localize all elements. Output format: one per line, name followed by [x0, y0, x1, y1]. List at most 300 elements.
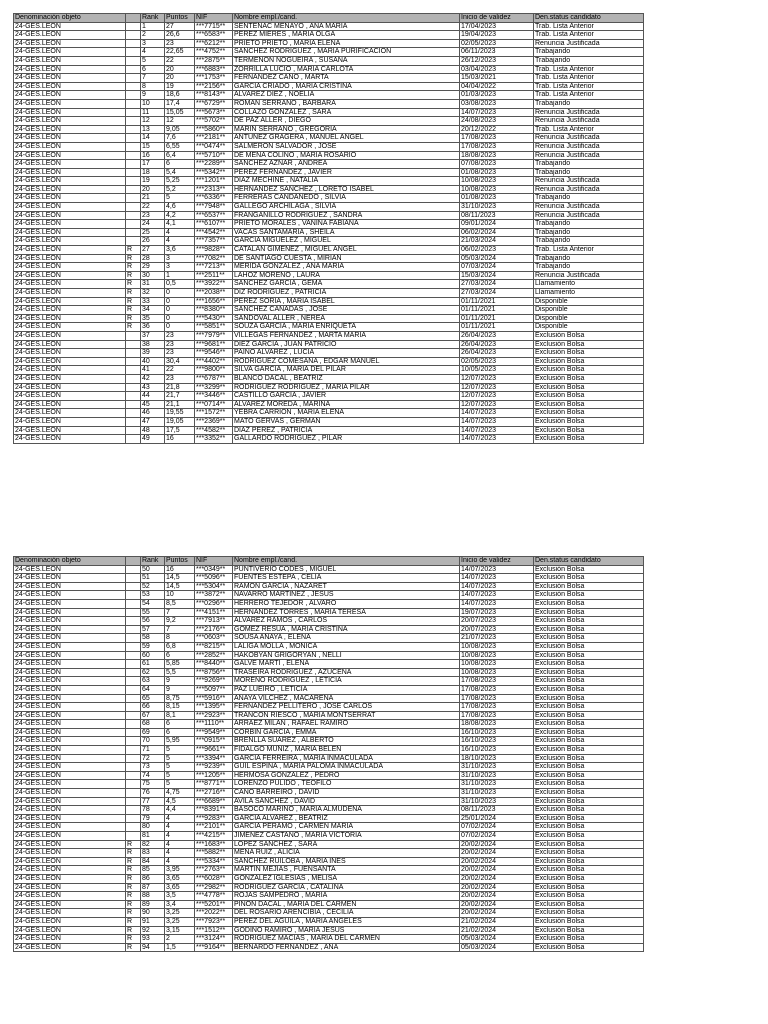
table-row [14, 203, 644, 212]
cell-col-denominacion: 24-GES.LEON [14, 634, 126, 643]
cell-col-nombre: CATALAN GIMENEZ , MIGUEL ANGEL [233, 246, 460, 255]
cell-col-puntos: 4 [165, 849, 195, 858]
cell-col-flag [126, 417, 141, 426]
cell-col-denominacion: 24-GES.LEON [14, 737, 126, 746]
cell-col-puntos: 14,5 [165, 574, 195, 583]
cell-col-inicio: 16/10/2023 [460, 746, 534, 755]
cell-col-puntos: 22,65 [165, 48, 195, 57]
cell-col-rank: 8 [141, 82, 165, 91]
cell-col-status: Exclusión Bolsa [534, 806, 644, 815]
cell-col-nif: ***9269** [195, 677, 233, 686]
cell-col-nombre: GARCIA CRIADO , MARIA CRISTINA [233, 82, 460, 91]
cell-col-status: Exclusión Bolsa [534, 909, 644, 918]
cell-col-inicio: 31/10/2023 [460, 763, 534, 772]
cell-col-denominacion: 24-GES.LEON [14, 599, 126, 608]
cell-col-nif: ***9164** [195, 943, 233, 952]
table-row [14, 789, 644, 798]
cell-col-puntos: 20 [165, 74, 195, 83]
cell-col-inicio: 20/02/2024 [460, 840, 534, 849]
cell-col-nombre: PIÑON DACAL , MARIA DEL CARMEN [233, 900, 460, 909]
cell-col-puntos: 26,6 [165, 31, 195, 40]
table-row [14, 892, 644, 901]
cell-col-rank: 63 [141, 677, 165, 686]
cell-col-inicio: 17/08/2023 [460, 703, 534, 712]
table-row [14, 435, 644, 444]
cell-col-status: Disponible [534, 297, 644, 306]
table-row [14, 220, 644, 229]
cell-col-status: Exclusión Bolsa [534, 832, 644, 841]
cell-col-nif: ***1683** [195, 840, 233, 849]
cell-col-denominacion: 24-GES.LEON [14, 780, 126, 789]
cell-col-inicio: 21/02/2024 [460, 926, 534, 935]
cell-col-status: Exclusión Bolsa [534, 711, 644, 720]
cell-col-denominacion: 24-GES.LEON [14, 74, 126, 83]
cell-col-inicio: 08/11/2023 [460, 211, 534, 220]
cell-col-nombre: HERNANDEZ SANCHEZ , LORETO ISABEL [233, 185, 460, 194]
cell-col-status: Disponible [534, 314, 644, 323]
cell-col-nif: ***5430** [195, 314, 233, 323]
cell-col-rank: 22 [141, 203, 165, 212]
cell-col-puntos: 6 [165, 728, 195, 737]
cell-col-nif: ***0603** [195, 634, 233, 643]
cell-col-rank: 66 [141, 703, 165, 712]
cell-col-puntos: 0 [165, 297, 195, 306]
cell-col-flag [126, 642, 141, 651]
cell-col-flag: R [126, 289, 141, 298]
cell-col-puntos: 22 [165, 366, 195, 375]
cell-col-puntos: 4,5 [165, 797, 195, 806]
cell-col-inicio: 07/03/2024 [460, 263, 534, 272]
cell-col-flag [126, 340, 141, 349]
cell-col-flag [126, 574, 141, 583]
cell-col-rank: 12 [141, 117, 165, 126]
cell-col-puntos: 9 [165, 677, 195, 686]
cell-col-nif: ***2101** [195, 823, 233, 832]
cell-col-nombre: JIMENEZ CASTAÑO , MARIA VICTORIA [233, 832, 460, 841]
cell-col-inicio: 07/08/2023 [460, 160, 534, 169]
cell-col-denominacion: 24-GES.LEON [14, 56, 126, 65]
cell-col-flag: R [126, 840, 141, 849]
table-row [14, 22, 644, 31]
cell-col-status: Exclusión Bolsa [534, 763, 644, 772]
cell-col-status: Exclusión Bolsa [534, 771, 644, 780]
table-row [14, 651, 644, 660]
cell-col-flag [126, 565, 141, 574]
cell-col-inicio: 17/08/2023 [460, 677, 534, 686]
cell-col-status: Renuncia Justificada [534, 117, 644, 126]
cell-col-flag [126, 806, 141, 815]
cell-col-denominacion: 24-GES.LEON [14, 331, 126, 340]
cell-col-nif: ***6583** [195, 31, 233, 40]
cell-col-status: Trabajando [534, 99, 644, 108]
table-row [14, 331, 644, 340]
table-row [14, 99, 644, 108]
cell-col-denominacion: 24-GES.LEON [14, 125, 126, 134]
cell-col-nombre: SILVA GARCIA , MARIA DEL PILAR [233, 366, 460, 375]
cell-col-flag: R [126, 297, 141, 306]
cell-col-inicio: 20/02/2024 [460, 849, 534, 858]
cell-col-flag: R [126, 883, 141, 892]
cell-col-rank: 42 [141, 374, 165, 383]
cell-col-nif: ***4215** [195, 832, 233, 841]
cell-col-puntos: 3 [165, 263, 195, 272]
cell-col-nif: ***2181** [195, 134, 233, 143]
cell-col-denominacion: 24-GES.LEON [14, 900, 126, 909]
cell-col-nombre: FRANGANILLO RODRIGUEZ , SANDRA [233, 211, 460, 220]
cell-col-rank: 10 [141, 99, 165, 108]
cell-col-nif: ***7082** [195, 254, 233, 263]
cell-col-status: Exclusión Bolsa [534, 737, 644, 746]
cell-col-nombre: DE SANTIAGO CUESTA , MIRIAN [233, 254, 460, 263]
cell-col-nombre: MATO GERVAS , GERMAN [233, 417, 460, 426]
cell-col-flag [126, 599, 141, 608]
cell-col-nif: ***2716** [195, 789, 233, 798]
cell-col-rank: 94 [141, 943, 165, 952]
cell-col-denominacion: 24-GES.LEON [14, 117, 126, 126]
table-row [14, 48, 644, 57]
cell-col-puntos: 23 [165, 39, 195, 48]
cell-col-nombre: RODRIGUEZ RODRIGUEZ , MARIA PILAR [233, 383, 460, 392]
cell-col-status: Exclusión Bolsa [534, 426, 644, 435]
cell-col-puntos: 5 [165, 754, 195, 763]
cell-col-denominacion: 24-GES.LEON [14, 832, 126, 841]
table-row [14, 306, 644, 315]
cell-col-nif: ***6107** [195, 220, 233, 229]
cell-col-nif: ***8380** [195, 306, 233, 315]
cell-col-status: Exclusión Bolsa [534, 660, 644, 669]
table-row [14, 840, 644, 849]
cell-col-status: Exclusión Bolsa [534, 746, 644, 755]
cell-col-nombre: FIDALGO MUÑIZ , MARIA BELEN [233, 746, 460, 755]
table-row [14, 711, 644, 720]
cell-col-nombre: ARRAEZ MILAN , RAFAEL RAMIRO [233, 720, 460, 729]
cell-col-denominacion: 24-GES.LEON [14, 763, 126, 772]
cell-col-nif: ***2982** [195, 883, 233, 892]
cell-col-flag: R [126, 254, 141, 263]
cell-col-nombre: GALVE MARTI , ELENA [233, 660, 460, 669]
cell-col-rank: 59 [141, 642, 165, 651]
cell-col-status: Exclusión Bolsa [534, 935, 644, 944]
cell-col-flag [126, 74, 141, 83]
header-col-flag [126, 14, 141, 23]
cell-col-flag [126, 383, 141, 392]
cell-col-flag [126, 203, 141, 212]
cell-col-rank: 71 [141, 746, 165, 755]
cell-col-rank: 90 [141, 909, 165, 918]
cell-col-puntos: 14,5 [165, 582, 195, 591]
cell-col-puntos: 5 [165, 194, 195, 203]
cell-col-flag [126, 168, 141, 177]
cell-col-status: Trab. Lista Anterior [534, 246, 644, 255]
header-col-rank: Rank [141, 557, 165, 566]
cell-col-denominacion: 24-GES.LEON [14, 151, 126, 160]
cell-col-nombre: RAMON GARCIA , NAZARET [233, 582, 460, 591]
cell-col-inicio: 14/07/2023 [460, 426, 534, 435]
cell-col-status: Trabajando [534, 56, 644, 65]
table-row [14, 211, 644, 220]
cell-col-flag [126, 349, 141, 358]
cell-col-nif: ***1572** [195, 409, 233, 418]
cell-col-status: Exclusión Bolsa [534, 754, 644, 763]
cell-col-puntos: 15,05 [165, 108, 195, 117]
cell-col-flag [126, 832, 141, 841]
cell-col-puntos: 5,25 [165, 177, 195, 186]
cell-col-nombre: HAKOBYAN GRIGORYAN , NELLI [233, 651, 460, 660]
cell-col-rank: 73 [141, 763, 165, 772]
cell-col-status: Llamamiento [534, 280, 644, 289]
cell-col-status: Exclusión Bolsa [534, 374, 644, 383]
cell-col-nif: ***1656** [195, 297, 233, 306]
cell-col-rank: 68 [141, 720, 165, 729]
cell-col-inicio: 26/12/2023 [460, 56, 534, 65]
cell-col-rank: 17 [141, 160, 165, 169]
cell-col-denominacion: 24-GES.LEON [14, 883, 126, 892]
cell-col-flag [126, 65, 141, 74]
cell-col-puntos: 6 [165, 160, 195, 169]
cell-col-status: Exclusión Bolsa [534, 797, 644, 806]
cell-col-status: Trabajando [534, 220, 644, 229]
table-row [14, 108, 644, 117]
table-row [14, 254, 644, 263]
cell-col-status: Trab. Lista Anterior [534, 31, 644, 40]
cell-col-inicio: 20/02/2024 [460, 857, 534, 866]
cell-col-inicio: 17/08/2023 [460, 685, 534, 694]
cell-col-rank: 55 [141, 608, 165, 617]
cell-col-rank: 1 [141, 22, 165, 31]
cell-col-inicio: 17/08/2023 [460, 711, 534, 720]
cell-col-rank: 53 [141, 591, 165, 600]
cell-col-nif: ***7923** [195, 917, 233, 926]
cell-col-rank: 4 [141, 48, 165, 57]
cell-col-puntos: 4 [165, 237, 195, 246]
cell-col-puntos: 23 [165, 349, 195, 358]
cell-col-inicio: 18/08/2023 [460, 720, 534, 729]
cell-col-nif: ***1201** [195, 177, 233, 186]
cell-col-denominacion: 24-GES.LEON [14, 857, 126, 866]
cell-col-nombre: HERNANDEZ TORRES , MARIA TERESA [233, 608, 460, 617]
cell-col-nif: ***9828** [195, 246, 233, 255]
cell-col-status: Exclusión Bolsa [534, 435, 644, 444]
table-row [14, 617, 644, 626]
cell-col-inicio: 20/02/2024 [460, 909, 534, 918]
table-row [14, 582, 644, 591]
cell-col-flag [126, 22, 141, 31]
cell-col-denominacion: 24-GES.LEON [14, 323, 126, 332]
cell-col-denominacion: 24-GES.LEON [14, 840, 126, 849]
cell-col-inicio: 06/11/2023 [460, 48, 534, 57]
cell-col-nombre: SANCHEZ GARCIA , GEMA [233, 280, 460, 289]
cell-col-inicio: 01/11/2021 [460, 297, 534, 306]
cell-col-nif: ***0296** [195, 599, 233, 608]
cell-col-flag [126, 237, 141, 246]
cell-col-puntos: 8,75 [165, 694, 195, 703]
cell-col-flag [126, 737, 141, 746]
cell-col-flag [126, 142, 141, 151]
cell-col-nombre: PUNTIVERIO CODES , MIGUEL [233, 565, 460, 574]
table-row [14, 754, 644, 763]
cell-col-inicio: 15/03/2024 [460, 271, 534, 280]
table-row [14, 374, 644, 383]
cell-col-nif: ***6787** [195, 374, 233, 383]
cell-col-puntos: 19,05 [165, 417, 195, 426]
cell-col-nif: ***5304** [195, 582, 233, 591]
cell-col-status: Exclusión Bolsa [534, 617, 644, 626]
cell-col-rank: 21 [141, 194, 165, 203]
cell-col-flag [126, 591, 141, 600]
cell-col-nif: ***5702** [195, 117, 233, 126]
table-row [14, 728, 644, 737]
cell-col-denominacion: 24-GES.LEON [14, 660, 126, 669]
cell-col-inicio: 21/07/2023 [460, 634, 534, 643]
cell-col-inicio: 31/10/2023 [460, 780, 534, 789]
cell-col-flag [126, 134, 141, 143]
cell-col-rank: 16 [141, 151, 165, 160]
cell-col-flag [126, 39, 141, 48]
cell-col-nombre: ROJAS SAMPEDRO , MARIA [233, 892, 460, 901]
cell-col-puntos: 16 [165, 435, 195, 444]
cell-col-denominacion: 24-GES.LEON [14, 263, 126, 272]
cell-col-inicio: 14/07/2023 [460, 409, 534, 418]
cell-col-status: Exclusión Bolsa [534, 651, 644, 660]
cell-col-flag [126, 608, 141, 617]
header-col-puntos: Puntos [165, 14, 195, 23]
cell-col-puntos: 21,8 [165, 383, 195, 392]
cell-col-status: Exclusión Bolsa [534, 582, 644, 591]
cell-col-nombre: PEREZ SORIA , MARIA ISABEL [233, 297, 460, 306]
cell-col-flag: R [126, 849, 141, 858]
cell-col-denominacion: 24-GES.LEON [14, 220, 126, 229]
table-row [14, 599, 644, 608]
cell-col-inicio: 17/04/2023 [460, 22, 534, 31]
table-row [14, 237, 644, 246]
cell-col-inicio: 20/02/2024 [460, 892, 534, 901]
cell-col-rank: 39 [141, 349, 165, 358]
candidates-table-1 [13, 13, 644, 444]
cell-col-flag: R [126, 917, 141, 926]
cell-col-rank: 91 [141, 917, 165, 926]
cell-col-nif: ***5201** [195, 900, 233, 909]
cell-col-nombre: SANCHEZ CAÑADAS , JOSE [233, 306, 460, 315]
cell-col-denominacion: 24-GES.LEON [14, 383, 126, 392]
cell-col-nif: ***8440** [195, 660, 233, 669]
cell-col-inicio: 04/04/2022 [460, 82, 534, 91]
cell-col-rank: 47 [141, 417, 165, 426]
cell-col-nombre: GARCIA ALVAREZ , BEATRIZ [233, 814, 460, 823]
cell-col-flag [126, 677, 141, 686]
cell-col-denominacion: 24-GES.LEON [14, 297, 126, 306]
cell-col-denominacion: 24-GES.LEON [14, 711, 126, 720]
cell-col-flag [126, 780, 141, 789]
cell-col-status: Exclusión Bolsa [534, 677, 644, 686]
cell-col-nif: ***5710** [195, 151, 233, 160]
cell-col-nif: ***4542** [195, 228, 233, 237]
table-row [14, 634, 644, 643]
table-row [14, 349, 644, 358]
cell-col-puntos: 4 [165, 228, 195, 237]
cell-col-flag: R [126, 909, 141, 918]
table-row [14, 943, 644, 952]
cell-col-nif: ***0915** [195, 737, 233, 746]
cell-col-nif: ***8771** [195, 780, 233, 789]
cell-col-inicio: 12/07/2023 [460, 400, 534, 409]
cell-col-status: Exclusión Bolsa [534, 591, 644, 600]
cell-col-status: Trab. Lista Anterior [534, 82, 644, 91]
table-row [14, 763, 644, 772]
cell-col-status: Exclusión Bolsa [534, 668, 644, 677]
cell-col-status: Trabajando [534, 237, 644, 246]
cell-col-rank: 50 [141, 565, 165, 574]
table-row [14, 31, 644, 40]
cell-col-status: Renuncia Justificada [534, 134, 644, 143]
cell-col-puntos: 18,6 [165, 91, 195, 100]
cell-col-nombre: DIZ RODRIGUEZ , PATRICIA [233, 289, 460, 298]
table-row [14, 814, 644, 823]
cell-col-nombre: DIEZ GARCIA , JUAN PATRICIO [233, 340, 460, 349]
cell-col-status: Exclusión Bolsa [534, 340, 644, 349]
cell-col-nombre: BLANCO DACAL , BEATRIZ [233, 374, 460, 383]
cell-col-rank: 26 [141, 237, 165, 246]
table-row [14, 797, 644, 806]
cell-col-denominacion: 24-GES.LEON [14, 892, 126, 901]
table-row [14, 56, 644, 65]
cell-col-flag [126, 82, 141, 91]
cell-col-puntos: 7 [165, 608, 195, 617]
cell-col-denominacion: 24-GES.LEON [14, 909, 126, 918]
cell-col-status: Exclusión Bolsa [534, 900, 644, 909]
table-row [14, 263, 644, 272]
cell-col-puntos: 4 [165, 857, 195, 866]
header-col-nombre: Nombre empl./cand. [233, 557, 460, 566]
table-row [14, 780, 644, 789]
cell-col-puntos: 4,4 [165, 806, 195, 815]
cell-col-inicio: 17/08/2023 [460, 134, 534, 143]
table-row [14, 823, 644, 832]
cell-col-flag [126, 409, 141, 418]
cell-col-status: Exclusión Bolsa [534, 728, 644, 737]
cell-col-puntos: 1 [165, 271, 195, 280]
cell-col-nif: ***1205** [195, 771, 233, 780]
cell-col-puntos: 3,25 [165, 909, 195, 918]
table-row [14, 771, 644, 780]
cell-col-denominacion: 24-GES.LEON [14, 435, 126, 444]
cell-col-nombre: LAHOZ MORENO , LAURA [233, 271, 460, 280]
table-row [14, 383, 644, 392]
cell-col-rank: 93 [141, 935, 165, 944]
cell-col-inicio: 03/08/2023 [460, 99, 534, 108]
header-col-puntos: Puntos [165, 557, 195, 566]
cell-col-nombre: ALVAREZ DIEZ , NOELIA [233, 91, 460, 100]
cell-col-status: Renuncia Justificada [534, 271, 644, 280]
table-row [14, 177, 644, 186]
cell-col-denominacion: 24-GES.LEON [14, 685, 126, 694]
table-row [14, 737, 644, 746]
cell-col-nombre: FERRERAS CANDANEDO , SILVIA [233, 194, 460, 203]
cell-col-puntos: 3,15 [165, 926, 195, 935]
cell-col-denominacion: 24-GES.LEON [14, 22, 126, 31]
table-row [14, 909, 644, 918]
cell-col-inicio: 01/11/2021 [460, 306, 534, 315]
cell-col-nif: ***2923** [195, 711, 233, 720]
table-row [14, 185, 644, 194]
cell-col-nombre: PEREZ DEL AGUILA , MARIA ANGELES [233, 917, 460, 926]
cell-col-puntos: 6 [165, 651, 195, 660]
cell-col-flag [126, 99, 141, 108]
table-row [14, 289, 644, 298]
cell-col-nif: ***3922** [195, 280, 233, 289]
cell-col-inicio: 10/08/2023 [460, 660, 534, 669]
cell-col-rank: 82 [141, 840, 165, 849]
cell-col-inicio: 14/07/2023 [460, 582, 534, 591]
